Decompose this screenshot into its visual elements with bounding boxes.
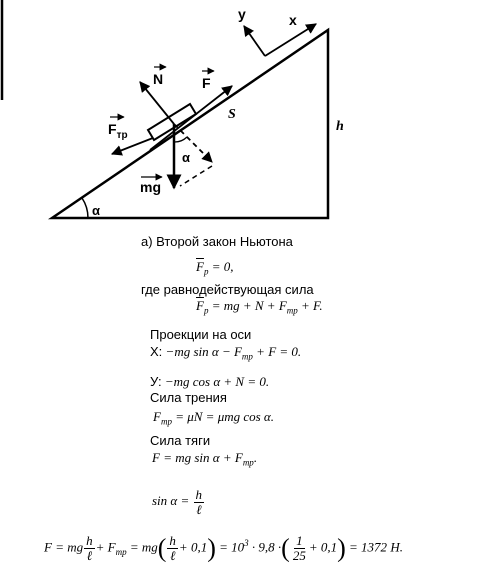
label-mg: mg: [140, 179, 161, 195]
label-Ftr: $F_{тр}$: [108, 121, 128, 141]
where-text: где равнодействующая сила: [141, 282, 314, 297]
eq-resultant-sum: $\overline{F}_р$ = mg + $N + F_{тр} + F$.: [196, 298, 323, 316]
eq-y-projection: У: −mg cos α + N = 0.: [150, 374, 270, 389]
label-S: S: [228, 107, 236, 122]
label-N: N: [153, 71, 164, 87]
y-axis-arrow: [244, 26, 265, 56]
eq-x-projection: X: −mg $\sin \alpha - F_{тр} + F = 0$.: [150, 344, 302, 362]
dashed-projection-line: [180, 166, 212, 186]
inclined-plane-diagram: [0, 0, 500, 232]
eq-thrust: F = mg $\sin \alpha + F_{тр}$.: [152, 450, 258, 468]
incline-triangle: [52, 30, 328, 218]
label-h: h: [336, 119, 344, 134]
eq-friction: $F_{тр} = \mu N = \mu mg$ cos α.: [153, 409, 275, 427]
x-axis-arrow: [265, 24, 316, 56]
eq-final: F = mg $\frac{h}{\text{ℓ}}$ + $F_{тр} = mg$( $\frac{h}{\text{ℓ}}$ + $0,1) = 10^3 \cdot 9,8$ ·( $\frac{1}{25}$ + 0,1) = 1372 H.: [44, 532, 403, 563]
eq-sin-alpha: sin α = $\frac{h}{\text{ℓ}}$: [152, 486, 203, 517]
normal-force-arrow: [140, 82, 174, 124]
base-angle-arc: [82, 198, 88, 218]
label-alpha-inner: α: [182, 150, 190, 165]
thrust-title: Сила тяги: [150, 433, 211, 448]
eq-resultant-zero: $\overline{F}_р = 0$,: [196, 259, 234, 277]
friction-title: Сила трения: [150, 390, 227, 405]
label-F: F: [202, 75, 211, 91]
projections-title: Проекции на оси: [150, 327, 252, 342]
inner-angle-arc: [174, 137, 187, 142]
label-alpha-base: α: [92, 203, 100, 218]
label-y: y: [238, 6, 246, 22]
label-x: x: [289, 12, 297, 28]
heading: а) Второй закон Ньютона: [141, 234, 293, 249]
